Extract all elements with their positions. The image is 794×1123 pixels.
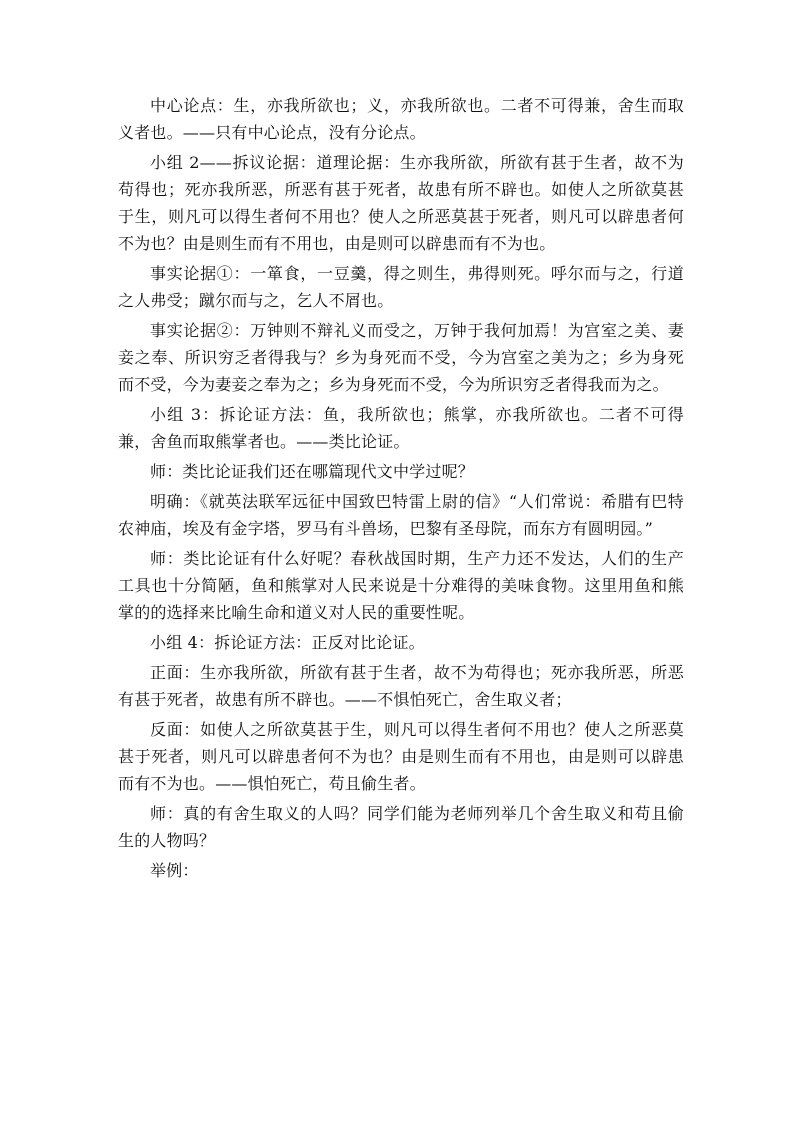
paragraph-fact-evidence-1: [118, 260, 684, 314]
paragraph-text: 生，亦我所欲也；义，亦我所欲也。二者不可得兼，舍生而取义者也。——只有中心论点，没有分论点。: [118, 96, 684, 142]
paragraph-text: 类比论证有什么好呢？春秋战国时期，生产力还不发达，人们的生产工具也十分简陋，鱼和熊掌对人民来说是十分难得的美味食物。这里用鱼和熊掌的的选择来比喻生命和道义对人民的重要性呢。: [118, 549, 684, 622]
paragraph-central-thesis: [118, 92, 684, 146]
paragraph-clarification: [118, 488, 684, 542]
paragraph-text: 《就英法联军远征中国致巴特雷上尉的信》“人们常说：希腊有巴特农神庙，埃及有金字塔，罗马有斗兽场，巴黎有圣母院，而东方有圆明园。”: [118, 492, 684, 538]
paragraph-label: 正面：: [150, 663, 201, 682]
paragraph-label: 反面：: [150, 720, 201, 739]
paragraph-text: 如使人之所欲莫甚于生，则凡可以得生者何不用也？使人之所恶莫甚于死者，则凡可以辟患者何不为也？由是则生而有不用也，由是则可以辟患而有不为也。——惧怕死亡，苟且偷生者。: [118, 720, 684, 793]
paragraph-teacher-question: [118, 458, 684, 485]
paragraph-label: 师：: [150, 462, 183, 481]
paragraph-text: 类比论证我们还在哪篇现代文中学过呢？: [182, 462, 475, 481]
paragraph-text: 拆论证方法：鱼，我所欲也；熊掌，亦我所欲也。二者不可得兼，舍鱼而取熊掌者也。——类比论证。: [118, 405, 684, 451]
paragraph-text: 道理论据：生亦我所欲，所欲有甚于生者，故不为苟得也；死亦我所恶，所恶有甚于死者，故患有所不辟也。如使人之所欲莫甚于生，则凡可以得生者何不用也？使人之所恶莫甚于死者，则凡可以辟患者何不为也？由是则生而有不用也，由是则可以辟患而有不为也。: [118, 153, 685, 253]
paragraph-positive-side: [118, 659, 684, 713]
paragraph-label: 事实论据①：: [150, 264, 251, 283]
paragraph-label: 事实论据②：: [150, 321, 251, 340]
document-page: [118, 92, 684, 887]
paragraph-text: 一箪食，一豆羹，得之则生，弗得则死。呼尔而与之，行道之人弗受；蹴尔而与之，乞人不屑也。: [118, 264, 684, 310]
paragraph-fact-evidence-2: [118, 317, 684, 398]
paragraph-text: 万钟则不辩礼义而受之，万钟于我何加焉！为宫室之美、妻妾之奉、所识穷乏者得我与？乡为身死而不受，今为宫室之美为之；乡为身死而不受，今为妻妾之奉为之；乡为身死而不受，今为所识穷乏者得我而为之。: [118, 321, 684, 394]
paragraph-label: 小组 4：: [150, 633, 215, 652]
paragraph-text: 生亦我所欲，所欲有甚于生者，故不为苟得也；死亦我所恶，所恶有甚于死者，故患有所不辟也。——不惧怕死亡，舍生取义者；: [118, 663, 684, 709]
paragraph-group3-analogy: [118, 401, 684, 455]
paragraph-group2-reasoning: [118, 149, 684, 257]
paragraph-group4-contrast: [118, 629, 684, 656]
paragraph-text: 真的有舍生取义的人吗？同学们能为老师列举几个舍生取义和苟且偷生的人物吗？: [118, 804, 684, 850]
paragraph-teacher-explanation: [118, 545, 684, 626]
paragraph-negative-side: [118, 716, 684, 797]
paragraph-teacher-prompt: [118, 800, 684, 854]
paragraph-label: 中心论点：: [150, 96, 234, 115]
paragraph-label: 小组 2——拆议论据：: [150, 153, 317, 172]
paragraph-label: 师：: [150, 804, 184, 823]
paragraph-text: 拆论证方法：正反对比论证。: [214, 633, 425, 652]
paragraph-label: 举例：: [150, 861, 199, 880]
paragraph-label: 明确：: [150, 492, 201, 511]
paragraph-label: 师：: [150, 549, 184, 568]
paragraph-label: 小组 3：: [150, 405, 220, 424]
paragraph-examples: [118, 857, 684, 884]
